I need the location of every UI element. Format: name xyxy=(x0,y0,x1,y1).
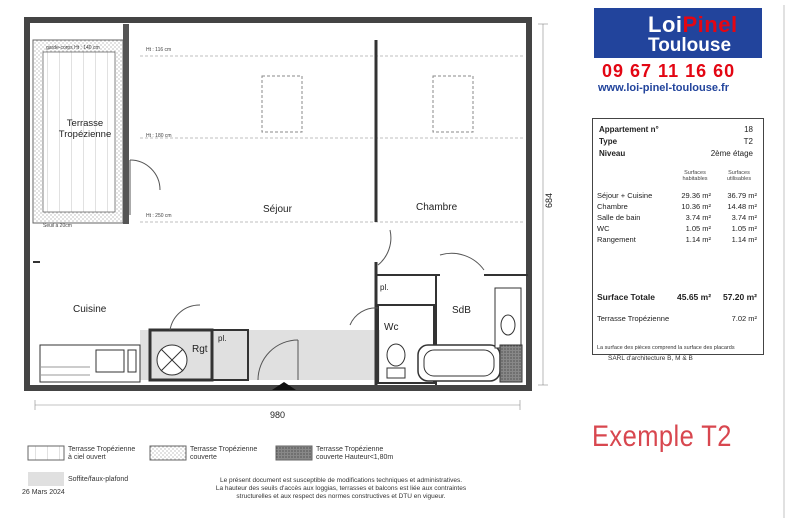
disclaimer: Le présent document est susceptible de modifications techniques et administratives. La hauteur des seuils d'accès aux loggias, terrasses et balcons est liée aux contraintes structurelles et aux respect des normes constructives et DTU en vigueur. xyxy=(215,477,467,500)
info-row-appartement: Appartement n° 18 xyxy=(599,125,753,134)
terrace-wall xyxy=(123,24,129,224)
brand-phone[interactable]: 09 67 11 16 60 xyxy=(602,61,736,81)
room-cuisine: Cuisine xyxy=(73,304,107,315)
room-surface-row: Salle de bain 3.74 m² 3.74 m² xyxy=(597,213,757,222)
brand-name: LoiPinel xyxy=(648,12,738,37)
legend-item-covered: Terrasse Tropézienne couverte xyxy=(190,446,258,461)
room-chambre: Chambre xyxy=(416,202,458,213)
example-title: Exemple T2 xyxy=(592,420,732,453)
room-rgt: Rgt xyxy=(192,344,208,355)
terrace-surface-row: Terrasse Tropézienne 7.02 m² xyxy=(597,314,757,323)
legend-item-low: Terrasse Tropézienne couverte Hauteur<1,80m xyxy=(316,446,394,461)
room-sdb: SdB xyxy=(452,305,471,316)
room-surface-row: Rangement 1.14 m² 1.14 m² xyxy=(597,235,757,244)
apartment-info-table xyxy=(592,118,764,355)
document-date: 26 Mars 2024 xyxy=(22,489,65,496)
note-garde-corps: garde-corps Ht : 140 cm xyxy=(46,45,100,51)
room-pl2: pl. xyxy=(380,283,389,292)
note-seuil: Seuil à 20cm xyxy=(43,223,72,229)
room-surface-row: WC 1.05 m² 1.05 m² xyxy=(597,224,757,233)
room-wc: Wc xyxy=(384,322,399,333)
note-ht116: Ht : 116 cm xyxy=(146,47,172,53)
info-row-type: Type T2 xyxy=(599,137,753,146)
surface-note: La surface des pièces comprend la surface des placards xyxy=(597,345,735,351)
brand-city: Toulouse xyxy=(648,35,732,56)
note-ht250: Ht : 250 cm xyxy=(146,213,172,219)
col-habitables: Surfaces habitables xyxy=(682,170,708,182)
architect-credit: SARL d'architecture B, M & B xyxy=(608,355,693,362)
room-sejour: Séjour xyxy=(263,204,292,215)
dim-height: 684 xyxy=(544,192,554,208)
col-utilisables: Surfaces utilisables xyxy=(726,170,752,182)
room-surface-row: Séjour + Cuisine 29.36 m² 36.79 m² xyxy=(597,191,757,200)
note-ht180: Ht : 180 cm xyxy=(146,133,172,139)
info-row-niveau: Niveau 2ème étage xyxy=(599,149,753,158)
room-pl1: pl. xyxy=(218,334,227,343)
legend-item-open: Terrasse Tropézienne à ciel ouvert xyxy=(68,446,136,461)
brand-logo xyxy=(594,8,762,98)
dim-width: 980 xyxy=(270,410,286,420)
room-terrasse: Terrasse Tropézienne xyxy=(58,118,112,140)
legend-item-soffit: Soffite/faux-plafond xyxy=(68,476,129,483)
total-surface-row: Surface Totale 45.65 m² 57.20 m² xyxy=(597,292,757,302)
brand-url[interactable]: www.loi-pinel-toulouse.fr xyxy=(598,82,729,94)
room-surface-row: Chambre 10.36 m² 14.48 m² xyxy=(597,202,757,211)
